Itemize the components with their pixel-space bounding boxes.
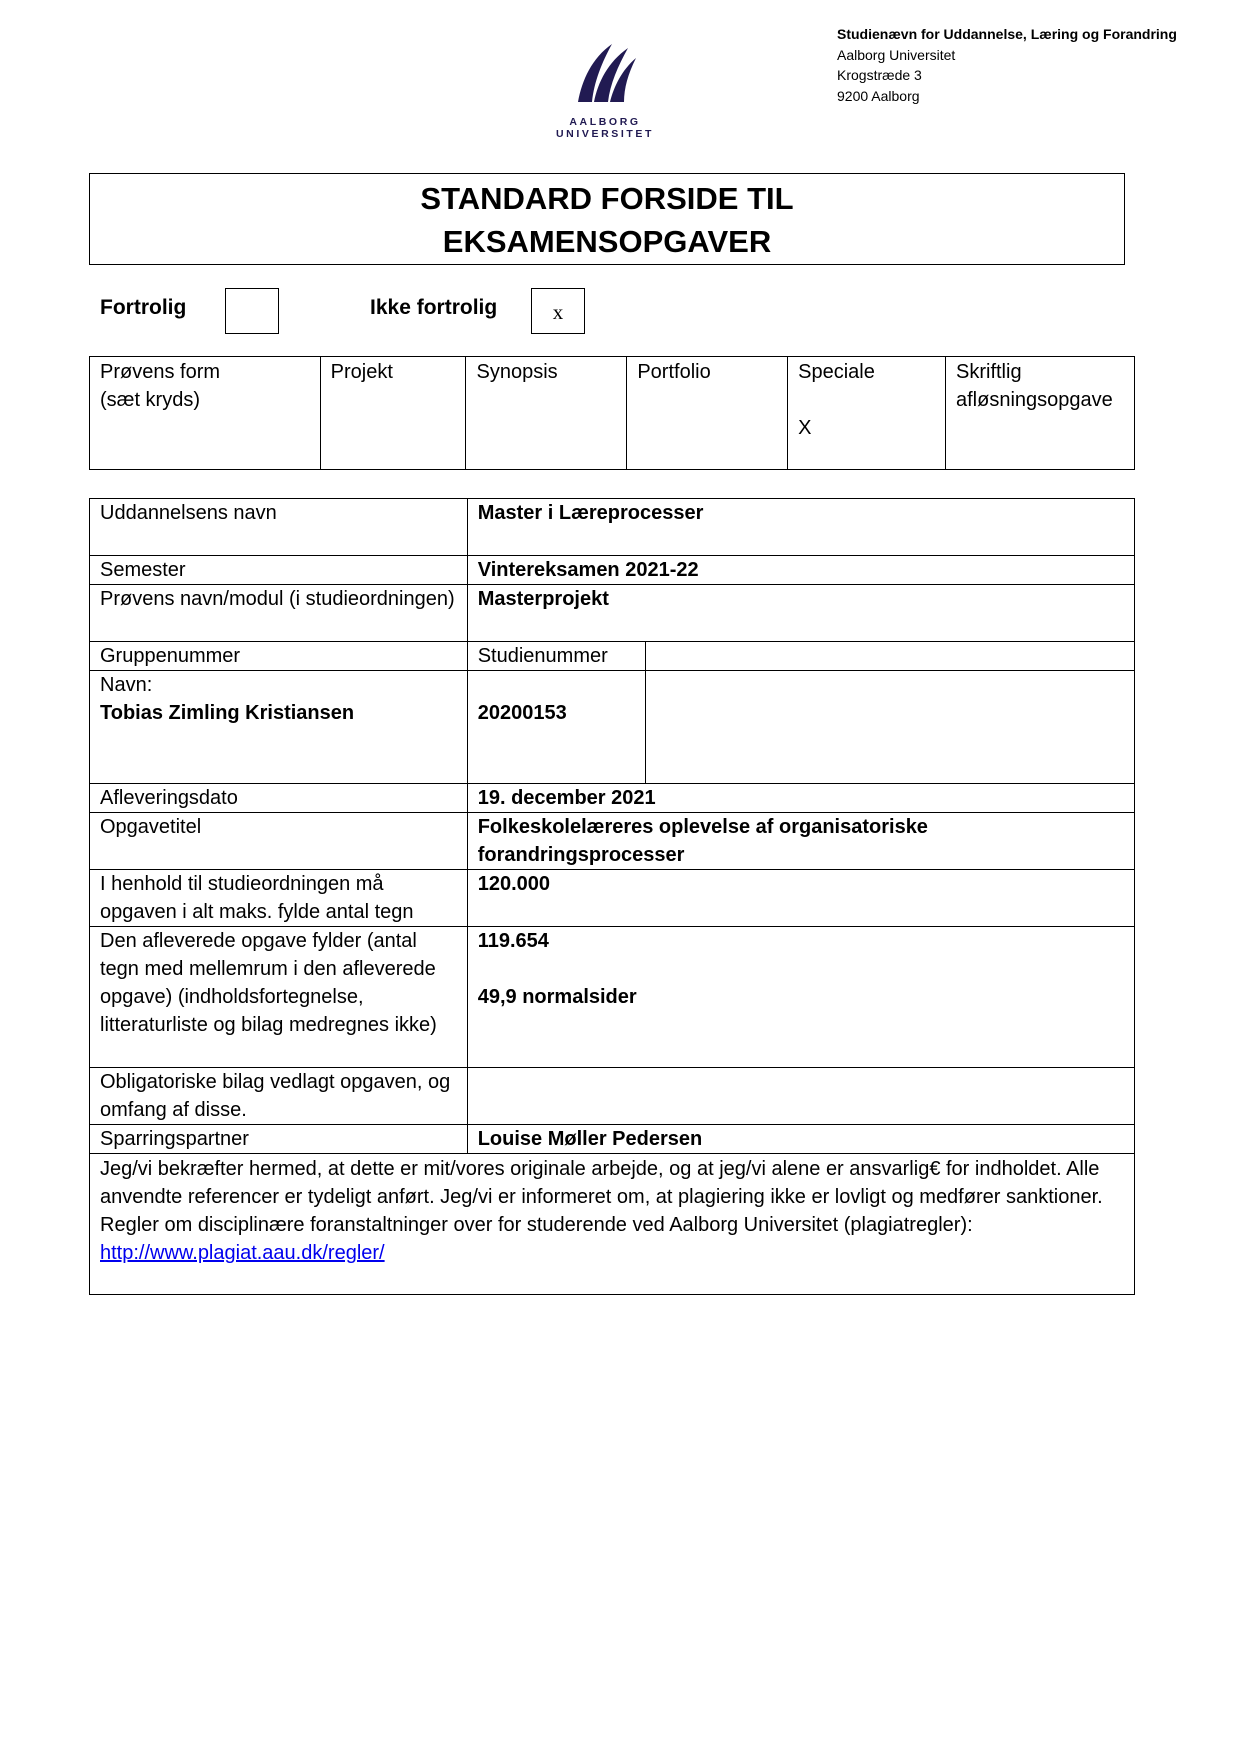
program-value: Master i Læreprocesser <box>467 499 1134 556</box>
confidential-label: Fortrolig <box>100 296 187 319</box>
name-cell <box>90 671 468 784</box>
page-title <box>89 173 1125 265</box>
department-address <box>837 24 1177 106</box>
aau-wave-icon <box>572 40 638 112</box>
assignment-title-label: Opgavetitel <box>90 813 468 870</box>
empty-cell <box>645 671 1134 784</box>
table-row <box>90 1125 1135 1154</box>
not-confidential-checkbox[interactable]: x <box>531 288 585 334</box>
assignment-title-value: Folkeskolelæreres oplevelse af organisatoriske forandringsprocesser <box>467 813 1134 870</box>
exam-form-option-speciale[interactable]: Speciale X <box>788 357 946 470</box>
student-number-cell <box>467 671 645 784</box>
chars-cell <box>467 927 1134 1068</box>
declaration-text: Jeg/vi bekræfter hermed, at dette er mit/vores originale arbejde, og at jeg/vi alene er ansvarlig€ for indholdet. Alle anvendte referencer er tydeligt anført. Jeg/vi er informeret om, at plagiering ikke er lovligt og medfører sanktioner. Regler om disciplinære foranstaltninger over for studerende ved Aalborg Universitet (plagiatregler): <box>100 1158 1103 1236</box>
street-address: Krogstræde 3 <box>837 67 922 83</box>
exam-form-option-portfolio[interactable]: Portfolio <box>627 357 788 470</box>
title-line-2: EKSAMENSOPGAVER <box>442 224 772 259</box>
university-logo <box>520 40 690 140</box>
group-number-label: Gruppenummer <box>90 642 468 671</box>
student-number-value: 20200153 <box>477 702 567 724</box>
city-address: 9200 Aalborg <box>837 87 920 104</box>
exam-form-option-projekt[interactable]: Projekt <box>320 357 466 470</box>
not-confidential-label: Ikke fortrolig <box>370 296 498 319</box>
selected-mark: X <box>798 417 812 439</box>
table-row <box>90 585 1135 642</box>
exam-form-header: Prøvens form (sæt kryds) <box>90 357 321 470</box>
university-name: Aalborg Universitet <box>837 46 956 63</box>
exam-name-label: Prøvens navn/modul (i studieordningen) <box>90 585 468 642</box>
partner-value: Louise Møller Pedersen <box>467 1125 1134 1154</box>
semester-label: Semester <box>90 556 468 585</box>
program-label: Uddannelsens navn <box>90 499 468 556</box>
student-number-label: Studienummer <box>467 642 645 671</box>
exam-name-value: Masterprojekt <box>467 585 1134 642</box>
name-label: Navn: <box>100 674 153 696</box>
date-value: 19. december 2021 <box>467 784 1134 813</box>
exam-info-table <box>89 498 1135 1295</box>
chars-value: 119.654 <box>477 930 549 952</box>
table-row <box>90 671 1135 784</box>
max-chars-value: 120.000 <box>467 870 1134 927</box>
title-line-1: STANDARD FORSIDE TIL <box>420 181 794 216</box>
department-name: Studienævn for Uddannelse, Læring og Forandring <box>837 26 1177 42</box>
appendix-label: Obligatoriske bilag vedlagt opgaven, og omfang af disse. <box>90 1068 468 1125</box>
exam-form-option-synopsis[interactable]: Synopsis <box>466 357 627 470</box>
max-chars-label: I henhold til studieordningen må opgaven i alt maks. fylde antal tegn <box>90 870 468 927</box>
table-row <box>90 499 1135 556</box>
table-row <box>90 813 1135 870</box>
appendix-value <box>467 1068 1134 1125</box>
date-label: Afleveringsdato <box>90 784 468 813</box>
confidential-checkbox[interactable] <box>225 288 279 334</box>
name-value: Tobias Zimling Kristiansen <box>100 702 355 724</box>
declaration-cell <box>90 1154 1135 1295</box>
empty-cell <box>645 642 1134 671</box>
logo-wordmark: AALBORG UNIVERSITET <box>555 116 655 140</box>
table-row <box>90 556 1135 585</box>
table-row <box>90 642 1135 671</box>
exam-form-option-skriftlig[interactable]: Skriftlig afløsningsopgave <box>946 357 1135 470</box>
table-row <box>90 870 1135 927</box>
exam-form-table <box>89 356 1135 470</box>
table-row <box>90 784 1135 813</box>
plagiarism-rules-link[interactable]: http://www.plagiat.aau.dk/regler/ <box>100 1242 385 1264</box>
partner-label: Sparringspartner <box>90 1125 468 1154</box>
table-row <box>90 1068 1135 1125</box>
semester-value: Vintereksamen 2021-22 <box>467 556 1134 585</box>
chars-label: Den afleverede opgave fylder (antal tegn med mellemrum i den afleverede opgave) (indholdsfortegnelse, litteraturliste og bilag medregnes ikke) <box>90 927 468 1068</box>
table-row <box>90 927 1135 1068</box>
table-row <box>90 1154 1135 1295</box>
pages-value: 49,9 normalsider <box>477 986 637 1008</box>
